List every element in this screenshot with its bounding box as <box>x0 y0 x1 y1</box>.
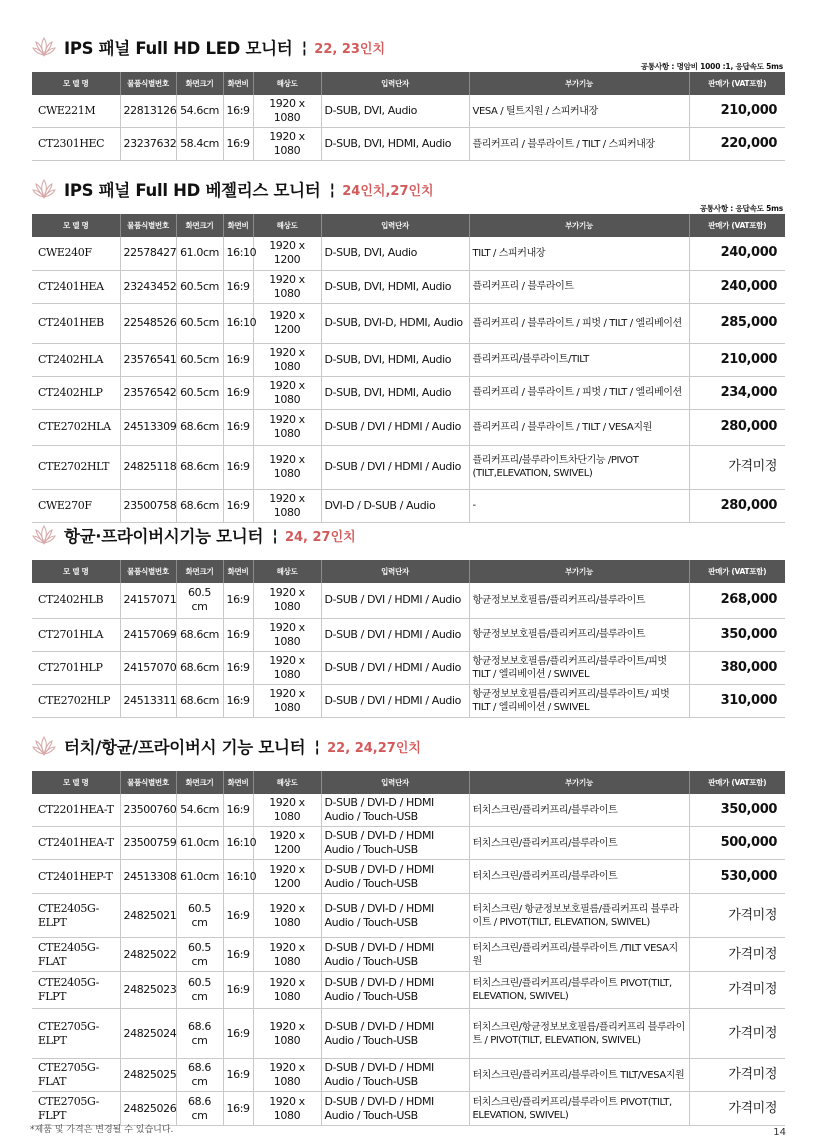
cell-res: 1920 x 1080 <box>253 95 321 128</box>
cell-input: D-SUB / DVI-D / HDMI Audio / Touch-USB <box>321 938 469 972</box>
cell-ratio: 16:10 <box>223 237 253 270</box>
cell-ratio: 16:9 <box>223 489 253 522</box>
cell-code: 23576541 <box>120 343 176 376</box>
cell-input: D-SUB / DVI / HDMI / Audio <box>321 618 469 651</box>
column-header: 판매가 (VAT포함) <box>689 72 785 95</box>
cell-input: D-SUB / DVI-D / HDMI Audio / Touch-USB <box>321 860 469 894</box>
cell-input: D-SUB, DVI-D, HDMI, Audio <box>321 303 469 343</box>
cell-func: 항균정보보호필름/플리커프리/블루라이트/ 피벗 TILT / 엘리베이션 / SWIVEL <box>469 684 689 717</box>
cell-ratio: 16:9 <box>223 1009 253 1059</box>
table-row <box>32 684 785 717</box>
cell-func: 플리커프리/블루라이트/TILT <box>469 343 689 376</box>
cell-price: 240,000 <box>689 270 785 303</box>
cell-input: D-SUB / DVI-D / HDMI Audio / Touch-USB <box>321 1009 469 1059</box>
cell-code: 24825024 <box>120 1009 176 1059</box>
cell-input: D-SUB / DVI / HDMI / Audio <box>321 445 469 489</box>
cell-func: 플리커프리 / 블루라이트 / TILT / VESA지원 <box>469 409 689 445</box>
cell-ratio: 16:9 <box>223 938 253 972</box>
cell-res: 1920 x 1080 <box>253 1009 321 1059</box>
cell-size: 58.4cm <box>176 128 223 161</box>
cell-code: 22548526 <box>120 303 176 343</box>
cell-ratio: 16:9 <box>223 95 253 128</box>
cell-model: CT2401HEB <box>32 303 120 343</box>
cell-model: CT2401HEA-T <box>32 827 120 860</box>
cell-code: 24513311 <box>120 684 176 717</box>
cell-res: 1920 x 1080 <box>253 938 321 972</box>
cell-ratio: 16:9 <box>223 583 253 618</box>
cell-ratio: 16:9 <box>223 270 253 303</box>
title-separator: ¦ <box>301 37 308 57</box>
cell-price: 280,000 <box>689 489 785 522</box>
cell-func: 플리커프리/블루라이트차단기능 /PIVOT (TILT,ELEVATION, SWIVEL) <box>469 445 689 489</box>
cell-price: 220,000 <box>689 128 785 161</box>
cell-code: 24513309 <box>120 409 176 445</box>
footer-note: *제품 및 가격은 변경될 수 있습니다. <box>30 1125 174 1135</box>
cell-price: 가격미정 <box>689 938 785 972</box>
table-row <box>32 618 785 651</box>
cell-func: 터치스크린/플리커프리/블루라이트 TILT/VESA지원 <box>469 1059 689 1092</box>
cell-func: 항균정보보호필름/플리커프리/블루라이트/피벗 TILT / 엘리베이션 / SWIVEL <box>469 651 689 684</box>
cell-ratio: 16:9 <box>223 972 253 1009</box>
cell-res: 1920 x 1200 <box>253 237 321 270</box>
cell-func: 항균정보보호필름/플리커프리/블루라이트 <box>469 618 689 651</box>
column-header: 화면크기 <box>176 560 223 583</box>
column-header: 입력단자 <box>321 214 469 237</box>
cell-size: 61.0cm <box>176 237 223 270</box>
column-header: 화면크기 <box>176 771 223 794</box>
title-separator: ¦ <box>314 736 321 756</box>
cell-code: 23237632 <box>120 128 176 161</box>
cell-size: 68.6 cm <box>176 1092 223 1126</box>
section-title: IPS 패널 Full HD LED 모니터 <box>64 39 293 58</box>
table-row <box>32 894 785 938</box>
cell-size: 60.5cm <box>176 343 223 376</box>
column-header: 모 델 명 <box>32 560 120 583</box>
cell-func: 터치스크린/플리커프리/블루라이트 <box>469 860 689 894</box>
cell-size: 68.6 cm <box>176 1009 223 1059</box>
section-header <box>32 174 785 213</box>
common-spec-note: 공통사항 : 명암비 1000 :1, 응답속도 5ms <box>640 62 783 71</box>
cell-func: 터치스크린/플리커프리/블루라이트 <box>469 827 689 860</box>
cell-ratio: 16:9 <box>223 1092 253 1126</box>
cell-res: 1920 x 1080 <box>253 651 321 684</box>
cell-price: 가격미정 <box>689 1059 785 1092</box>
cell-ratio: 16:9 <box>223 618 253 651</box>
cell-model: CTE2705G-ELPT <box>32 1009 120 1059</box>
cell-input: DVI-D / D-SUB / Audio <box>321 489 469 522</box>
lotus-icon <box>32 523 56 547</box>
cell-res: 1920 x 1200 <box>253 303 321 343</box>
cell-size: 68.6cm <box>176 445 223 489</box>
column-header: 화면비 <box>223 771 253 794</box>
cell-res: 1920 x 1080 <box>253 1092 321 1126</box>
cell-price: 500,000 <box>689 827 785 860</box>
table-row <box>32 583 785 618</box>
cell-ratio: 16:9 <box>223 343 253 376</box>
cell-func: 터치스크린/플리커프리/블루라이트 PIVOT(TILT, ELEVATION, SWIVEL) <box>469 972 689 1009</box>
cell-code: 24825022 <box>120 938 176 972</box>
cell-ratio: 16:10 <box>223 827 253 860</box>
cell-res: 1920 x 1080 <box>253 445 321 489</box>
section-sizes: 24, 27인치 <box>284 529 356 545</box>
cell-input: D-SUB / DVI / HDMI / Audio <box>321 684 469 717</box>
cell-model: CT2402HLB <box>32 583 120 618</box>
cell-code: 22813126 <box>120 95 176 128</box>
cell-model: CWE270F <box>32 489 120 522</box>
column-header: 해상도 <box>253 214 321 237</box>
column-header: 물품식별번호 <box>120 771 176 794</box>
table-row <box>32 1059 785 1092</box>
product-table <box>32 560 785 718</box>
cell-price: 310,000 <box>689 684 785 717</box>
cell-price: 가격미정 <box>689 1092 785 1126</box>
cell-size: 60.5 cm <box>176 583 223 618</box>
cell-model: CTE2702HLA <box>32 409 120 445</box>
cell-size: 60.5 cm <box>176 894 223 938</box>
cell-size: 60.5 cm <box>176 972 223 1009</box>
column-header: 판매가 (VAT포함) <box>689 771 785 794</box>
cell-res: 1920 x 1080 <box>253 128 321 161</box>
cell-ratio: 16:10 <box>223 303 253 343</box>
cell-ratio: 16:9 <box>223 128 253 161</box>
section-4 <box>32 731 785 1126</box>
cell-model: CTE2702HLP <box>32 684 120 717</box>
cell-price: 234,000 <box>689 376 785 409</box>
section-3 <box>32 520 785 718</box>
table-header-row <box>32 771 785 794</box>
cell-model: CTE2405G-FLAT <box>32 938 120 972</box>
cell-input: D-SUB / DVI-D / HDMI Audio / Touch-USB <box>321 794 469 827</box>
cell-input: D-SUB, DVI, Audio <box>321 237 469 270</box>
table-row <box>32 303 785 343</box>
product-table <box>32 771 785 1126</box>
column-header: 화면비 <box>223 560 253 583</box>
cell-input: D-SUB, DVI, HDMI, Audio <box>321 343 469 376</box>
cell-model: CWE240F <box>32 237 120 270</box>
cell-input: D-SUB / DVI-D / HDMI Audio / Touch-USB <box>321 827 469 860</box>
column-header: 부가기능 <box>469 560 689 583</box>
cell-input: D-SUB / DVI-D / HDMI Audio / Touch-USB <box>321 1092 469 1126</box>
cell-size: 60.5cm <box>176 376 223 409</box>
cell-model: CTE2702HLT <box>32 445 120 489</box>
cell-code: 24825023 <box>120 972 176 1009</box>
cell-func: - <box>469 489 689 522</box>
table-row <box>32 794 785 827</box>
cell-model: CT2301HEC <box>32 128 120 161</box>
lotus-icon <box>32 35 56 59</box>
cell-input: D-SUB, DVI, HDMI, Audio <box>321 376 469 409</box>
cell-res: 1920 x 1080 <box>253 894 321 938</box>
cell-code: 23500760 <box>120 794 176 827</box>
column-header: 부가기능 <box>469 771 689 794</box>
table-header-row <box>32 560 785 583</box>
cell-model: CT2401HEA <box>32 270 120 303</box>
section-title: 터치/항균/프라이버시 기능 모니터 <box>64 738 306 757</box>
lotus-icon <box>32 734 56 758</box>
section-1 <box>32 32 785 161</box>
cell-size: 60.5 cm <box>176 938 223 972</box>
cell-func: 항균정보보호필름/플리커프리/블루라이트 <box>469 583 689 618</box>
column-header: 입력단자 <box>321 72 469 95</box>
cell-input: D-SUB, DVI, Audio <box>321 95 469 128</box>
cell-ratio: 16:9 <box>223 894 253 938</box>
common-spec-note: 공통사항 : 응답속도 5ms <box>699 204 783 213</box>
section-header <box>32 520 785 550</box>
cell-input: D-SUB / DVI / HDMI / Audio <box>321 651 469 684</box>
cell-func: TILT / 스피커내장 <box>469 237 689 270</box>
cell-func: 터치스크린/항균정보보호필름/플리커프리 블루라이트 / PIVOT(TILT, ELEVATION, SWIVEL) <box>469 1009 689 1059</box>
column-header: 화면크기 <box>176 214 223 237</box>
cell-code: 24513308 <box>120 860 176 894</box>
section-title: IPS 패널 Full HD 베젤리스 모니터 <box>64 181 321 200</box>
cell-ratio: 16:9 <box>223 445 253 489</box>
column-header: 해상도 <box>253 72 321 95</box>
table-row <box>32 827 785 860</box>
cell-res: 1920 x 1080 <box>253 270 321 303</box>
cell-input: D-SUB / DVI / HDMI / Audio <box>321 583 469 618</box>
cell-res: 1920 x 1080 <box>253 684 321 717</box>
section-title: 항균·프라이버시기능 모니터 <box>64 527 264 546</box>
cell-input: D-SUB / DVI-D / HDMI Audio / Touch-USB <box>321 1059 469 1092</box>
column-header: 물품식별번호 <box>120 560 176 583</box>
cell-price: 가격미정 <box>689 894 785 938</box>
column-header: 부가기능 <box>469 72 689 95</box>
cell-ratio: 16:9 <box>223 1059 253 1092</box>
column-header: 화면크기 <box>176 72 223 95</box>
cell-ratio: 16:9 <box>223 684 253 717</box>
cell-res: 1920 x 1080 <box>253 618 321 651</box>
cell-price: 530,000 <box>689 860 785 894</box>
table-row <box>32 489 785 522</box>
cell-size: 68.6cm <box>176 618 223 651</box>
cell-code: 23243452 <box>120 270 176 303</box>
cell-res: 1920 x 1080 <box>253 376 321 409</box>
cell-size: 60.5cm <box>176 270 223 303</box>
cell-res: 1920 x 1080 <box>253 409 321 445</box>
product-table <box>32 72 785 161</box>
section-sizes: 22, 23인치 <box>314 41 386 57</box>
cell-res: 1920 x 1080 <box>253 1059 321 1092</box>
cell-size: 68.6cm <box>176 409 223 445</box>
cell-func: 터치스크린/플리커프리/블루라이트 /TILT VESA지원 <box>469 938 689 972</box>
cell-func: VESA / 틸트지원 / 스피커내장 <box>469 95 689 128</box>
cell-res: 1920 x 1080 <box>253 794 321 827</box>
table-row <box>32 270 785 303</box>
cell-price: 350,000 <box>689 618 785 651</box>
cell-code: 24825021 <box>120 894 176 938</box>
title-separator: ¦ <box>329 179 336 199</box>
cell-func: 터치스크린/플리커프리/블루라이트 <box>469 794 689 827</box>
product-table <box>32 214 785 523</box>
table-row <box>32 972 785 1009</box>
lotus-icon <box>32 177 56 201</box>
title-separator: ¦ <box>272 525 278 545</box>
cell-model: CTE2705G-FLPT <box>32 1092 120 1126</box>
cell-model: CWE221M <box>32 95 120 128</box>
cell-func: 터치스크린/ 항균정보보호필름/플리커프리 블루라이트 / PIVOT(TILT, ELEVATION, SWIVEL) <box>469 894 689 938</box>
table-row <box>32 1009 785 1059</box>
cell-input: D-SUB / DVI-D / HDMI Audio / Touch-USB <box>321 972 469 1009</box>
table-row <box>32 860 785 894</box>
cell-size: 68.6cm <box>176 684 223 717</box>
section-sizes: 24인치,27인치 <box>342 183 434 199</box>
cell-model: CT2402HLP <box>32 376 120 409</box>
column-header: 판매가 (VAT포함) <box>689 560 785 583</box>
cell-code: 23576542 <box>120 376 176 409</box>
table-row <box>32 409 785 445</box>
cell-code: 24825118 <box>120 445 176 489</box>
table-row <box>32 128 785 161</box>
column-header: 물품식별번호 <box>120 72 176 95</box>
cell-res: 1920 x 1080 <box>253 583 321 618</box>
section-header <box>32 731 785 761</box>
table-header-row <box>32 214 785 237</box>
column-header: 해상도 <box>253 560 321 583</box>
cell-func: 플리커프리 / 블루라이트 / 피벗 / TILT / 엘리베이션 <box>469 376 689 409</box>
cell-model: CTE2405G-FLPT <box>32 972 120 1009</box>
cell-input: D-SUB, DVI, HDMI, Audio <box>321 270 469 303</box>
cell-code: 24157069 <box>120 618 176 651</box>
section-sizes: 22, 24,27인치 <box>327 740 421 756</box>
cell-res: 1920 x 1200 <box>253 827 321 860</box>
cell-code: 22578427 <box>120 237 176 270</box>
cell-code: 24157070 <box>120 651 176 684</box>
table-row <box>32 445 785 489</box>
cell-res: 1920 x 1080 <box>253 972 321 1009</box>
column-header: 판매가 (VAT포함) <box>689 214 785 237</box>
cell-input: D-SUB, DVI, HDMI, Audio <box>321 128 469 161</box>
page-number: 14 <box>773 1127 786 1138</box>
cell-model: CT2401HEP-T <box>32 860 120 894</box>
cell-res: 1920 x 1200 <box>253 860 321 894</box>
cell-price: 가격미정 <box>689 1009 785 1059</box>
cell-size: 68.6cm <box>176 489 223 522</box>
cell-price: 가격미정 <box>689 972 785 1009</box>
cell-size: 68.6 cm <box>176 1059 223 1092</box>
cell-model: CT2201HEA-T <box>32 794 120 827</box>
column-header: 물품식별번호 <box>120 214 176 237</box>
column-header: 모 델 명 <box>32 72 120 95</box>
cell-size: 60.5cm <box>176 303 223 343</box>
cell-code: 24157071 <box>120 583 176 618</box>
cell-model: CTE2405G-ELPT <box>32 894 120 938</box>
cell-func: 터치스크린/플리커프리/블루라이트 PIVOT(TILT, ELEVATION, SWIVEL) <box>469 1092 689 1126</box>
cell-model: CT2701HLP <box>32 651 120 684</box>
cell-res: 1920 x 1080 <box>253 343 321 376</box>
column-header: 부가기능 <box>469 214 689 237</box>
cell-size: 54.6cm <box>176 95 223 128</box>
cell-func: 플리커프리 / 블루라이트 <box>469 270 689 303</box>
table-row <box>32 237 785 270</box>
cell-price: 268,000 <box>689 583 785 618</box>
cell-model: CTE2705G-FLAT <box>32 1059 120 1092</box>
cell-res: 1920 x 1080 <box>253 489 321 522</box>
table-header-row <box>32 72 785 95</box>
cell-model: CT2402HLA <box>32 343 120 376</box>
cell-func: 플리커프리 / 블루라이트 / TILT / 스피커내장 <box>469 128 689 161</box>
column-header: 모 델 명 <box>32 214 120 237</box>
column-header: 입력단자 <box>321 771 469 794</box>
column-header: 화면비 <box>223 214 253 237</box>
cell-ratio: 16:9 <box>223 651 253 684</box>
cell-func: 플리커프리 / 블루라이트 / 피벗 / TILT / 엘리베이션 <box>469 303 689 343</box>
cell-price: 240,000 <box>689 237 785 270</box>
cell-price: 350,000 <box>689 794 785 827</box>
table-row <box>32 343 785 376</box>
cell-code: 23500759 <box>120 827 176 860</box>
cell-input: D-SUB / DVI-D / HDMI Audio / Touch-USB <box>321 894 469 938</box>
section-2 <box>32 174 785 523</box>
cell-price: 가격미정 <box>689 445 785 489</box>
cell-code: 24825026 <box>120 1092 176 1126</box>
table-row <box>32 651 785 684</box>
cell-input: D-SUB / DVI / HDMI / Audio <box>321 409 469 445</box>
cell-code: 23500758 <box>120 489 176 522</box>
column-header: 모 델 명 <box>32 771 120 794</box>
cell-code: 24825025 <box>120 1059 176 1092</box>
cell-size: 54.6cm <box>176 794 223 827</box>
cell-size: 61.0cm <box>176 827 223 860</box>
table-row <box>32 95 785 128</box>
table-row <box>32 938 785 972</box>
column-header: 해상도 <box>253 771 321 794</box>
cell-size: 61.0cm <box>176 860 223 894</box>
column-header: 입력단자 <box>321 560 469 583</box>
column-header: 화면비 <box>223 72 253 95</box>
table-row <box>32 376 785 409</box>
cell-price: 380,000 <box>689 651 785 684</box>
cell-price: 280,000 <box>689 409 785 445</box>
cell-ratio: 16:9 <box>223 376 253 409</box>
cell-ratio: 16:10 <box>223 860 253 894</box>
cell-model: CT2701HLA <box>32 618 120 651</box>
cell-size: 68.6cm <box>176 651 223 684</box>
table-row <box>32 1092 785 1126</box>
cell-price: 210,000 <box>689 343 785 376</box>
cell-ratio: 16:9 <box>223 794 253 827</box>
cell-ratio: 16:9 <box>223 409 253 445</box>
cell-price: 210,000 <box>689 95 785 128</box>
cell-price: 285,000 <box>689 303 785 343</box>
section-header <box>32 32 785 71</box>
